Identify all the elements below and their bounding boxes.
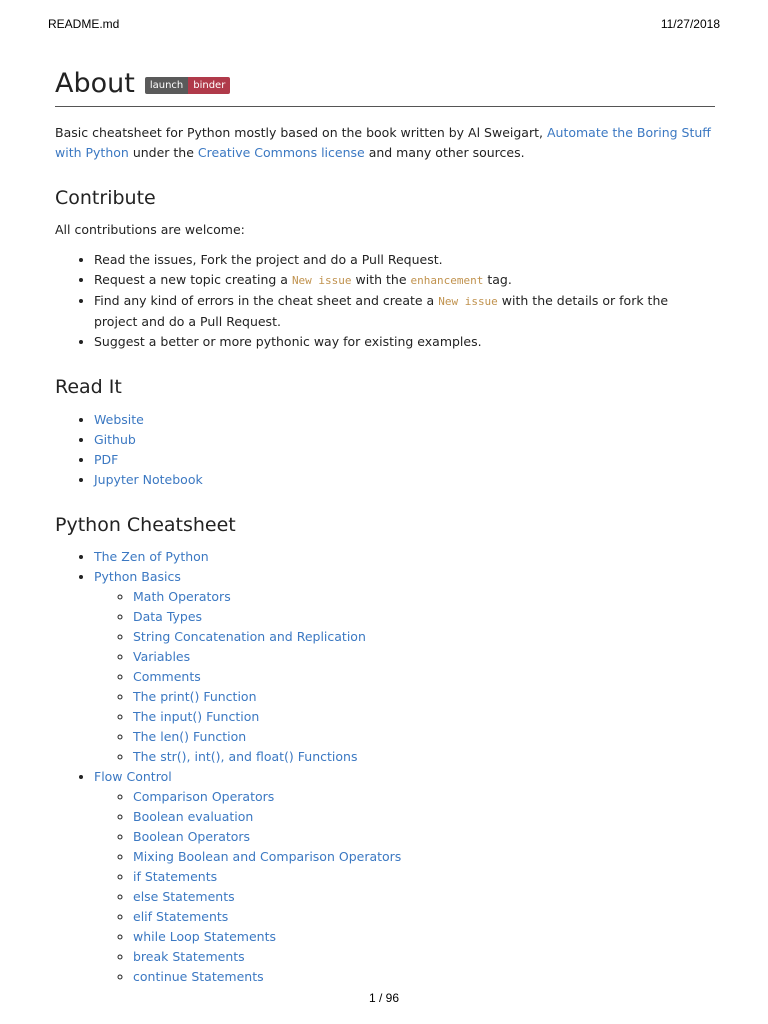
header-date: 11/27/2018 [660,17,720,31]
contribute-item-3a: Find any kind of errors in the cheat sheet and create a [94,293,435,308]
contribute-item-4: Suggest a better or more pythonic way for existing examples. [94,334,482,349]
toc-list [55,547,715,987]
toc-link[interactable]: The print() Function [133,689,257,704]
toc-link[interactable]: Comparison Operators [133,789,275,804]
contribute-item-1: Read the issues, Fork the project and do a Pull Request. [94,252,443,267]
website-link[interactable]: Website [94,412,144,427]
list-item [133,607,715,627]
toc-link[interactable]: Comments [133,669,201,684]
badge-left-label: launch [145,77,188,94]
list-item [133,867,715,887]
list-item [94,291,715,332]
creative-commons-link[interactable]: Creative Commons license [197,145,365,160]
intro-text-2: under the [132,145,194,160]
list-item [94,430,715,450]
contribute-lead: All contributions are welcome: [55,222,245,237]
toc-link[interactable]: if Statements [133,869,218,884]
list-item [133,647,715,667]
list-item [133,747,715,767]
python-cheatsheet-heading: Python Cheatsheet [55,514,236,536]
contribute-item-3b: with the details or fork the project and do a Pull Request. [94,293,669,329]
contribute-item-2a: Request a new topic creating a [94,272,288,287]
list-item [94,250,715,270]
list-item [133,827,715,847]
list-item [133,907,715,927]
toc-link-zen[interactable]: The Zen of Python [94,549,209,564]
intro-text-3: and many other sources. [368,145,525,160]
toc-link[interactable]: Mixing Boolean and Comparison Operators [133,849,402,864]
launch-binder-badge[interactable] [145,77,231,94]
list-item [94,450,715,470]
pdf-link[interactable]: PDF [94,452,119,467]
new-issue-code: New issue [291,274,352,287]
list-item [133,707,715,727]
toc-link[interactable]: break Statements [133,949,245,964]
list-item [133,667,715,687]
list-item [133,807,715,827]
toc-link[interactable]: continue Statements [133,969,264,984]
contribute-heading: Contribute [55,187,156,209]
toc-link[interactable]: The len() Function [133,729,247,744]
list-item [94,767,715,987]
list-item [94,332,715,352]
contribute-list [55,250,715,352]
list-item [133,587,715,607]
list-item [133,687,715,707]
list-item [133,787,715,807]
list-item [94,567,715,767]
toc-link[interactable]: Data Types [133,609,203,624]
list-item [133,627,715,647]
github-link[interactable]: Github [94,432,136,447]
list-item [133,847,715,867]
contribute-item-2c: tag. [487,272,512,287]
toc-link-flow-control[interactable]: Flow Control [94,769,172,784]
toc-link[interactable]: else Statements [133,889,235,904]
list-item [94,410,715,430]
list-item [94,547,715,567]
automate-boring-stuff-link[interactable]: Automate the Boring Stuff with Python [55,125,711,160]
toc-link[interactable]: The input() Function [133,709,260,724]
toc-sublist-flow [94,787,715,987]
list-item [94,470,715,490]
toc-sublist-basics [94,587,715,767]
about-heading [55,64,715,107]
toc-link[interactable]: String Concatenation and Replication [133,629,366,644]
list-item [133,887,715,907]
list-item [133,727,715,747]
badge-right-label: binder [188,77,230,94]
toc-link[interactable]: The str(), int(), and float() Functions [133,749,358,764]
new-issue-code: New issue [438,295,498,308]
header-filename: README.md [48,17,120,31]
list-item [133,947,715,967]
list-item [94,270,715,291]
list-item [133,967,715,987]
toc-link[interactable]: while Loop Statements [133,929,276,944]
readme-content [55,64,715,987]
toc-link[interactable]: Boolean evaluation [133,809,254,824]
print-header [48,17,720,31]
contribute-item-2b: with the [355,272,407,287]
intro-paragraph [55,123,715,163]
page-number: 1 / 96 [368,991,400,1005]
toc-link[interactable]: Math Operators [133,589,231,604]
read-it-list [55,410,715,490]
list-item [133,927,715,947]
read-it-heading: Read It [55,376,122,398]
intro-text-1: Basic cheatsheet for Python mostly based on the book written by Al Sweigart, [55,125,543,140]
toc-link[interactable]: elif Statements [133,909,229,924]
about-title: About [55,68,135,99]
jupyter-notebook-link[interactable]: Jupyter Notebook [94,472,203,487]
toc-link[interactable]: Variables [133,649,191,664]
toc-link[interactable]: Boolean Operators [133,829,251,844]
enhancement-code: enhancement [410,274,484,287]
toc-link-python-basics[interactable]: Python Basics [94,569,181,584]
